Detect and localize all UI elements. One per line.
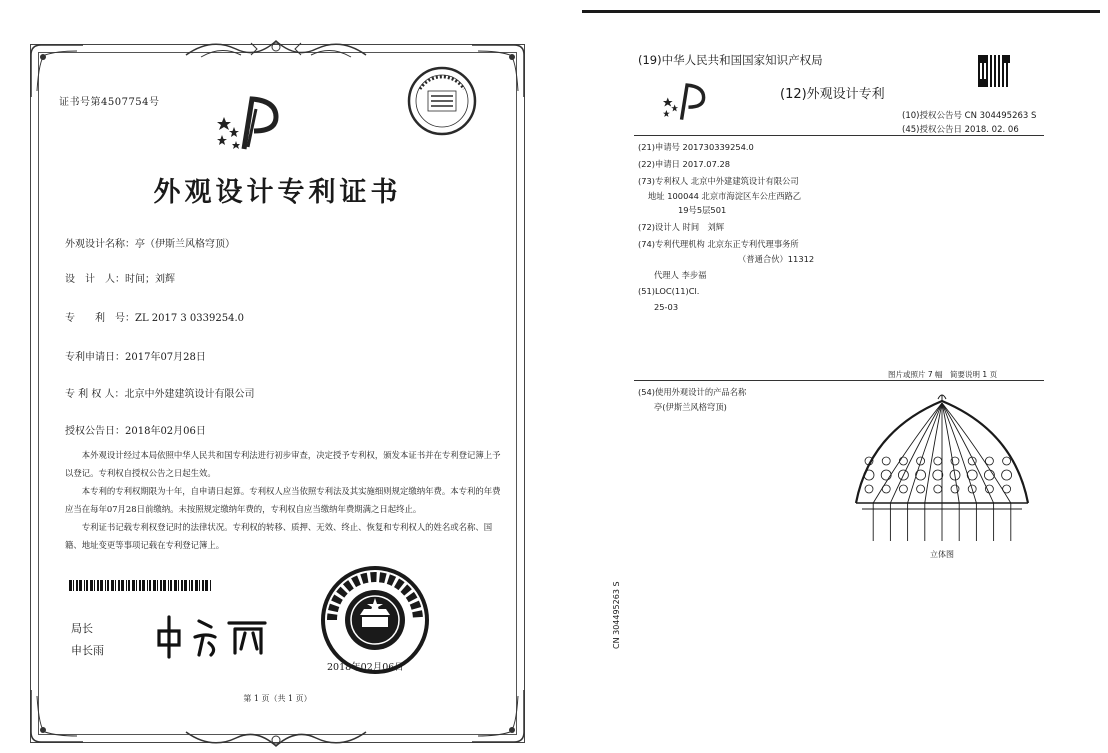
body-paragraph: 专利证书记载专利权登记时的法律状况。专利权的转移、质押、无效、终止、恢复和专利权人的姓名或名称、国籍、地址变更等事项记载在专利登记簿上。 bbox=[65, 522, 493, 550]
grant-date-label: 授权公告日： bbox=[65, 426, 125, 437]
barcode bbox=[69, 576, 213, 587]
grant-date-value: 2018年02月06日 bbox=[125, 426, 206, 437]
designer: (72)设计人 时间 刘辉 bbox=[638, 222, 725, 232]
application-date-value: 2017年07月28日 bbox=[125, 352, 206, 363]
patent-certificate bbox=[30, 44, 525, 743]
publication-date: (45)授权公告日 2018. 02. 06 bbox=[902, 125, 1019, 135]
inventor-label: 设 计 人： bbox=[65, 274, 125, 285]
loc-classification: (51)LOC(11)Cl. bbox=[638, 286, 700, 296]
side-publication-code: CN 304495263 S bbox=[612, 581, 621, 649]
certificate-title: 外观设计专利证书 bbox=[153, 177, 402, 208]
patent-agent: 代理人 李步福 bbox=[654, 270, 707, 280]
patent-number-value: ZL 2017 3 0339254.0 bbox=[135, 313, 245, 324]
dome-perspective-drawing bbox=[852, 391, 1032, 547]
product-name: 亭(伊斯兰风格穹顶) bbox=[654, 402, 727, 412]
patent-holder: (73)专利权人 北京中外建建筑设计有限公司 bbox=[638, 176, 799, 186]
application-date-label: 专利申请日： bbox=[65, 352, 125, 363]
director-name: 申长雨 bbox=[71, 644, 104, 657]
patent-holder-value: 北京中外建建筑设计有限公司 bbox=[124, 389, 255, 400]
application-number: (21)申请号 201730339254.0 bbox=[638, 142, 754, 152]
body-paragraph: 本专利的专利权期限为十年，自申请日起算。专利权人应当依照专利法及其实施细则规定缴纳年费。本专利的年费应当在每年07月28日前缴纳。未按照规定缴纳年费的，专利权自应当缴纳年费期满之日起终止。 bbox=[65, 486, 501, 514]
top-ornament bbox=[181, 35, 371, 61]
qr-code-icon bbox=[978, 55, 1010, 87]
loc-class-code: 25-03 bbox=[654, 302, 679, 312]
view-label: 立体图 bbox=[930, 550, 954, 559]
holder-address-line2: 19号5层501 bbox=[678, 205, 727, 215]
certificate-number: 证书号第4507754号 bbox=[59, 97, 160, 108]
product-heading: (54)使用外观设计的产品名称 bbox=[638, 387, 747, 397]
inventor-row bbox=[65, 270, 175, 285]
gazette-kind: (12)外观设计专利 bbox=[780, 87, 885, 102]
divider bbox=[634, 380, 1044, 381]
director-signature bbox=[153, 605, 273, 661]
certificate-body bbox=[65, 446, 501, 554]
director-label: 局长 bbox=[71, 622, 93, 635]
holder-address: 地址 100044 北京市海淀区车公庄西路乙 bbox=[648, 191, 802, 201]
design-name-row bbox=[65, 235, 235, 250]
divider bbox=[634, 135, 1044, 136]
corner-ornament-top-left bbox=[27, 41, 87, 101]
patent-number-row bbox=[65, 309, 244, 324]
grant-date-row bbox=[65, 422, 206, 437]
patent-holder-label: 专 利 权 人： bbox=[65, 389, 125, 400]
company-stamp-icon bbox=[406, 65, 478, 137]
patent-holder-row bbox=[65, 385, 255, 400]
cnipa-logo-icon bbox=[658, 81, 712, 121]
patent-gazette-page bbox=[582, 13, 1100, 753]
inventor-value: 时间；刘辉 bbox=[125, 274, 175, 285]
application-date-row bbox=[65, 348, 206, 363]
body-paragraph: 本外观设计经过本局依照中华人民共和国专利法进行初步审查，决定授予专利权，颁发本证书并在专利登记簿上予以登记。专利权自授权公告之日起生效。 bbox=[65, 450, 501, 478]
design-name-value: 亭（伊斯兰风格穹顶） bbox=[135, 239, 235, 250]
cnipa-logo-icon bbox=[214, 93, 284, 151]
patent-number-label: 专 利 号： bbox=[65, 313, 135, 324]
design-name-label: 外观设计名称： bbox=[65, 239, 135, 250]
gazette-office: (19)中华人民共和国国家知识产权局 bbox=[638, 53, 823, 67]
page-footer: 第 1 页（共 1 页） bbox=[243, 694, 312, 703]
patent-agency-line2: （普通合伙）11312 bbox=[738, 254, 815, 264]
filing-date: (22)申请日 2017.07.28 bbox=[638, 159, 731, 169]
publication-number: (10)授权公告号 CN 304495263 S bbox=[902, 111, 1037, 121]
bottom-ornament bbox=[181, 726, 371, 752]
patent-agency: (74)专利代理机构 北京东正专利代理事务所 bbox=[638, 239, 799, 249]
seal-date: 2018年02月06日 bbox=[327, 662, 404, 673]
figure-counts: 图片或照片 7 幅 简要说明 1 页 bbox=[888, 370, 998, 379]
